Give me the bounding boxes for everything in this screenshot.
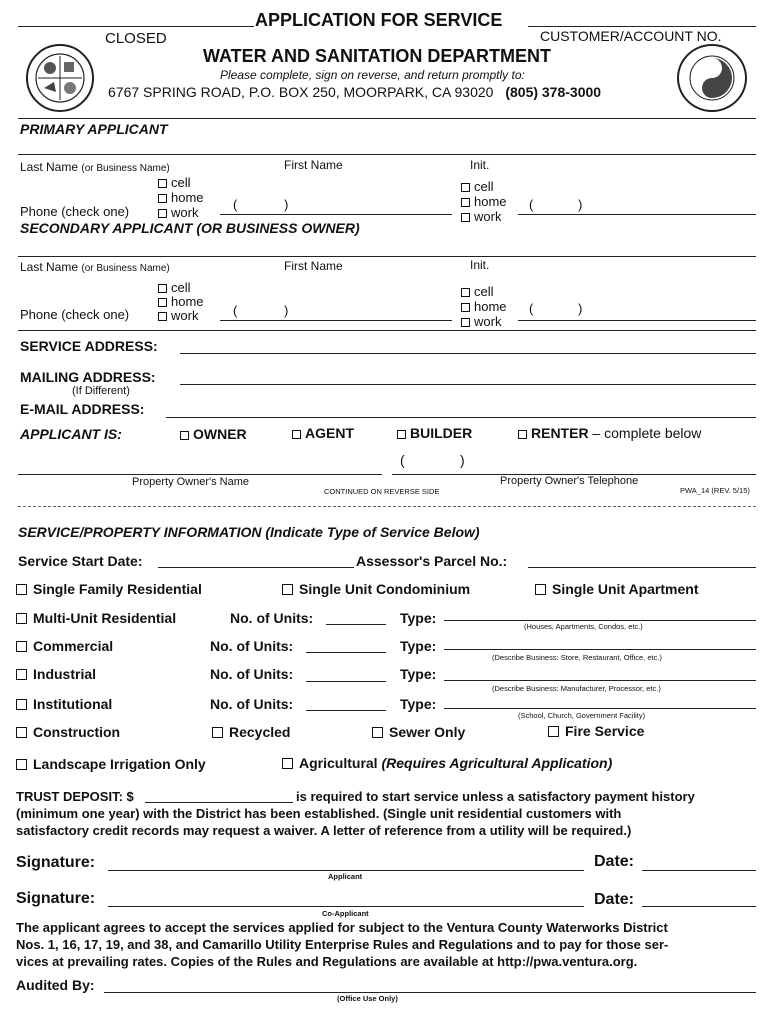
checkbox-icon[interactable]: [16, 613, 27, 624]
commercial-type-hint: (Describe Business: Store, Restaurant, Office, etc.): [492, 653, 662, 662]
commercial-option[interactable]: [16, 638, 113, 654]
checkbox-icon[interactable]: [158, 179, 167, 188]
paren-open: (: [233, 197, 238, 212]
secondary-phone-line-1[interactable]: [220, 320, 452, 321]
or-business-label: (or Business Name): [81, 263, 170, 274]
checkbox-icon[interactable]: [158, 284, 167, 293]
checkbox-icon[interactable]: [158, 298, 167, 307]
owner-option[interactable]: [180, 426, 247, 442]
cell-label: cell: [474, 179, 494, 194]
service-info-heading: SERVICE/PROPERTY INFORMATION (Indicate Type of Service Below): [18, 524, 480, 540]
department-address: 6767 SPRING ROAD, P.O. BOX 250, MOORPARK, CA 93020: [108, 84, 494, 100]
checkbox-icon[interactable]: [461, 183, 470, 192]
paren-open: (: [233, 303, 238, 318]
paren-close: ): [284, 303, 289, 318]
checkbox-icon[interactable]: [535, 584, 546, 595]
single-condo-label: Single Unit Condominium: [299, 581, 471, 597]
continued-note: CONTINUED ON REVERSE SIDE: [324, 487, 440, 496]
email-address-label: E-MAIL ADDRESS:: [20, 401, 145, 417]
secondary-phone-label: Phone (check one): [20, 307, 130, 322]
no-units-label: No. of Units:: [210, 696, 294, 712]
agricultural-option[interactable]: [282, 755, 612, 771]
primary-phone-type-2[interactable]: [461, 179, 507, 224]
deposit-text-1: is required to start service unless a satisfactory payment history: [296, 789, 695, 804]
checkbox-icon[interactable]: [372, 727, 383, 738]
checkbox-icon[interactable]: [292, 430, 301, 439]
secondary-first-name-label: First Name: [284, 259, 343, 273]
commercial-type-field[interactable]: [444, 649, 756, 650]
landscape-option[interactable]: [16, 756, 206, 772]
fire-service-label: Fire Service: [565, 723, 645, 739]
secondary-init-label: Init.: [470, 258, 490, 272]
perforation-line: [18, 506, 756, 507]
primary-name-line[interactable]: [18, 154, 756, 155]
primary-last-name-label: [20, 160, 170, 174]
department-name: WATER AND SANITATION DEPARTMENT: [203, 46, 551, 66]
checkbox-icon[interactable]: [461, 213, 470, 222]
mailing-address-field[interactable]: [180, 384, 756, 385]
office-use-caption: (Office Use Only): [337, 994, 398, 1003]
agent-option[interactable]: [292, 425, 354, 441]
industrial-type-field[interactable]: [444, 680, 756, 681]
agreement-line-3: vices at prevailing rates. Copies of the Rules and Regulations are available at http://pwa.ventura.org.: [16, 954, 638, 969]
cell-label: cell: [171, 175, 191, 190]
email-address-field[interactable]: [166, 417, 756, 418]
account-no-line[interactable]: [528, 26, 756, 27]
co-date-label: Date:: [594, 891, 635, 908]
no-units-label: No. of Units:: [210, 666, 294, 682]
co-applicant-signature-field[interactable]: [108, 906, 584, 907]
sewer-only-option[interactable]: [372, 724, 465, 740]
multi-type-hint: (Houses, Apartments, Condos, etc.): [524, 622, 643, 631]
applicant-caption: Applicant: [328, 872, 363, 881]
mailing-address-header: [108, 84, 601, 100]
no-units-label: No. of Units:: [230, 610, 314, 626]
paren-close: ): [284, 197, 289, 212]
secondary-name-line[interactable]: [18, 256, 756, 257]
secondary-phone-type-1[interactable]: [158, 281, 204, 323]
checkbox-icon[interactable]: [282, 758, 293, 769]
applicant-is-label: APPLICANT IS:: [20, 426, 122, 442]
industrial-label: Industrial: [33, 666, 97, 682]
checkbox-icon[interactable]: [16, 641, 27, 652]
checkbox-icon[interactable]: [397, 430, 406, 439]
or-business-label: (or Business Name): [81, 163, 170, 174]
checkbox-icon[interactable]: [158, 194, 167, 203]
secondary-phone-line-2[interactable]: [518, 320, 756, 321]
parcel-number-label: Assessor's Parcel No.:: [356, 553, 508, 569]
header-divider: [18, 118, 756, 119]
closed-label: CLOSED: [105, 30, 167, 47]
institutional-label: Institutional: [33, 696, 113, 712]
service-address-field[interactable]: [180, 353, 756, 354]
type-label: Type:: [400, 696, 437, 712]
secondary-applicant-heading: SECONDARY APPLICANT (OR BUSINESS OWNER): [20, 220, 360, 236]
multi-unit-label: Multi-Unit Residential: [33, 610, 177, 626]
renter-note: – complete below: [588, 425, 702, 441]
service-start-date-field[interactable]: [158, 567, 354, 568]
agent-label: AGENT: [305, 425, 354, 441]
secondary-divider: [18, 330, 756, 331]
applicant-date-field[interactable]: [642, 870, 756, 871]
waterworks-seal-icon: [677, 44, 747, 112]
fire-service-option[interactable]: [548, 723, 644, 739]
paren-open: (: [400, 452, 405, 468]
agreement-line-2: Nos. 1, 16, 17, 19, and 38, and Camarillo Utility Enterprise Rules and Regulations and to pay for those ser-: [16, 937, 669, 952]
audited-by-field[interactable]: [104, 992, 756, 993]
checkbox-icon[interactable]: [461, 198, 470, 207]
multi-unit-option[interactable]: [16, 610, 176, 626]
parcel-number-field[interactable]: [528, 567, 756, 568]
multi-type-field[interactable]: [444, 620, 756, 621]
commercial-label: Commercial: [33, 638, 114, 654]
co-applicant-date-field[interactable]: [642, 906, 756, 907]
sewer-only-label: Sewer Only: [389, 724, 466, 740]
property-owner-name-field[interactable]: [18, 474, 382, 475]
institutional-option[interactable]: [16, 696, 112, 712]
cell-label: cell: [171, 280, 191, 295]
institutional-units-field[interactable]: [306, 710, 386, 711]
commercial-units-field[interactable]: [306, 652, 386, 653]
industrial-type-hint: (Describe Business: Manufacturer, Processor, etc.): [492, 684, 661, 693]
instruction-text: Please complete, sign on reverse, and return promptly to:: [220, 68, 525, 82]
deposit-text-3: satisfactory credit records may request a waiver. A letter of reference from a utility will be required.): [16, 823, 632, 838]
type-label: Type:: [400, 638, 437, 654]
page-title: APPLICATION FOR SERVICE: [255, 10, 503, 30]
paren-close: ): [578, 197, 583, 212]
secondary-last-name-label: [20, 260, 170, 274]
checkbox-icon[interactable]: [548, 726, 559, 737]
industrial-option[interactable]: [16, 666, 96, 682]
agricultural-note: (Requires Agricultural Application): [381, 755, 613, 771]
construction-option[interactable]: [16, 724, 120, 740]
cell-label: cell: [474, 284, 494, 299]
last-name-label: Last Name: [20, 260, 79, 274]
checkbox-icon[interactable]: [518, 430, 527, 439]
home-label: home: [171, 190, 204, 205]
single-family-label: Single Family Residential: [33, 581, 202, 597]
checkbox-icon[interactable]: [461, 318, 470, 327]
home-label: home: [171, 294, 204, 309]
paren-close: ): [578, 301, 583, 316]
institutional-type-field[interactable]: [444, 708, 756, 709]
checkbox-icon[interactable]: [461, 303, 470, 312]
work-label: work: [171, 205, 199, 220]
type-label: Type:: [400, 666, 437, 682]
checkbox-icon[interactable]: [16, 584, 27, 595]
applicant-signature-field[interactable]: [108, 870, 584, 871]
home-label: home: [474, 299, 507, 314]
primary-applicant-heading: PRIMARY APPLICANT: [20, 121, 168, 137]
agreement-line-1: The applicant agrees to accept the services applied for subject to the Ventura County Waterworks District: [16, 920, 668, 935]
work-label: work: [474, 209, 502, 224]
trust-deposit-field[interactable]: [145, 802, 293, 803]
checkbox-icon[interactable]: [16, 669, 27, 680]
secondary-phone-type-2[interactable]: [461, 284, 507, 329]
renter-label: RENTER: [531, 425, 589, 441]
primary-phone-label: Phone (check one): [20, 204, 130, 219]
recycled-label: Recycled: [229, 724, 291, 740]
single-apt-option[interactable]: [535, 581, 699, 597]
checkbox-icon[interactable]: [180, 431, 189, 440]
customer-account-label: CUSTOMER/ACCOUNT NO.: [540, 28, 722, 44]
no-units-label: No. of Units:: [210, 638, 294, 654]
primary-phone-type-1[interactable]: [158, 175, 204, 220]
builder-option[interactable]: [397, 425, 472, 441]
signature-label: Signature:: [16, 854, 96, 871]
date-label: Date:: [594, 853, 635, 870]
construction-label: Construction: [33, 724, 121, 740]
co-signature-label: Signature:: [16, 890, 96, 907]
checkbox-icon[interactable]: [212, 727, 223, 738]
checkbox-icon[interactable]: [16, 727, 27, 738]
landscape-label: Landscape Irrigation Only: [33, 756, 206, 772]
industrial-units-field[interactable]: [306, 681, 386, 682]
checkbox-icon[interactable]: [16, 699, 27, 710]
renter-option[interactable]: [518, 425, 701, 441]
owner-label: OWNER: [193, 426, 247, 442]
property-owner-phone-label: Property Owner's Telephone: [500, 475, 639, 487]
single-family-option[interactable]: [16, 581, 202, 597]
service-address-label: SERVICE ADDRESS:: [20, 338, 158, 354]
primary-first-name-label: First Name: [284, 158, 343, 172]
checkbox-icon[interactable]: [16, 759, 27, 770]
deposit-text-2: (minimum one year) with the District has been established. (Single unit residential customers with: [16, 806, 622, 821]
paren-close: ): [460, 452, 465, 468]
checkbox-icon[interactable]: [461, 288, 470, 297]
work-label: work: [474, 314, 502, 329]
checkbox-icon[interactable]: [158, 312, 167, 321]
type-label: Type:: [400, 610, 437, 626]
single-apt-label: Single Unit Apartment: [552, 581, 699, 597]
primary-init-label: Init.: [470, 158, 490, 172]
paren-open: (: [529, 301, 534, 316]
service-start-date-label: Service Start Date:: [18, 553, 143, 569]
co-applicant-caption: Co-Applicant: [322, 909, 369, 918]
builder-label: BUILDER: [410, 425, 473, 441]
property-owner-name-label: Property Owner's Name: [132, 476, 250, 488]
last-name-label: Last Name: [20, 160, 79, 174]
multi-units-field[interactable]: [326, 624, 386, 625]
closed-line: [18, 26, 254, 27]
home-label: home: [474, 194, 507, 209]
paren-open: (: [529, 197, 534, 212]
work-label: work: [171, 308, 199, 323]
agricultural-label: Agricultural: [299, 755, 378, 771]
institutional-type-hint: (School, Church, Government Facility): [518, 711, 646, 720]
form-number: PWA_14 (REV. 5/15): [680, 486, 750, 495]
mailing-address-label: MAILING ADDRESS:: [20, 369, 156, 385]
recycled-option[interactable]: [212, 724, 290, 740]
department-phone: (805) 378-3000: [505, 84, 602, 100]
trust-deposit-label: TRUST DEPOSIT: $: [16, 789, 134, 804]
primary-phone-line-2[interactable]: [518, 214, 756, 215]
checkbox-icon[interactable]: [282, 584, 293, 595]
primary-phone-line-1[interactable]: [220, 214, 452, 215]
county-seal-icon: [26, 44, 94, 112]
audited-by-label: Audited By:: [16, 977, 95, 993]
single-condo-option[interactable]: [282, 581, 470, 597]
if-different-label: (If Different): [72, 385, 130, 397]
checkbox-icon[interactable]: [158, 209, 167, 218]
